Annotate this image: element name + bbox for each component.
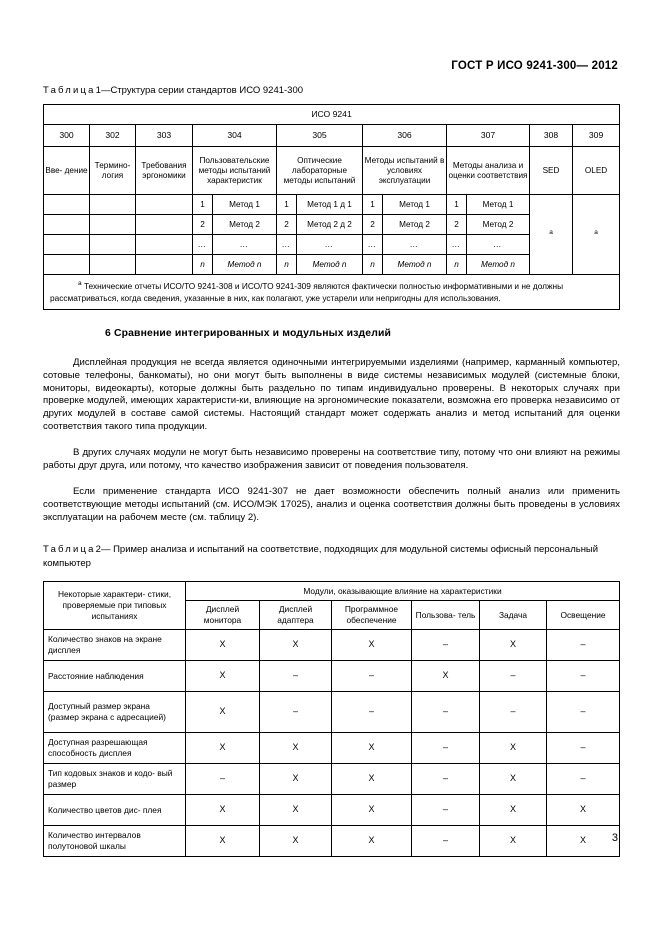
table2-caption	[43, 543, 621, 571]
table2-column-header-task: Задача	[480, 601, 547, 630]
table2-column-header-software: Программное обеспечение	[332, 601, 412, 630]
section-paragraph-1: Дисплейная продукция не всегда является одиночными интегрируемыми изделиями (например, карманный компьютер, сотовые телефоны, банкоматы), но они могут быть выполнены в виде системы независимых модулей (системные блоки, мониторы, видеокарты), которые должны быть раздельно по типам индивидуально проверены. В некоторых случаях при проверке модулей, имеющих характеристи-ки, влияющие на эргономические показатели, возможна его проверка независимо от других модулей в составе самой системы. Настоящий стандарт может содержать анализ и метод испытаний для оценки соответствия такого типа продукции.	[43, 357, 620, 432]
table1-method-name-305: …	[297, 235, 363, 255]
table2-cell-user: X	[412, 661, 480, 692]
table2-caption-label: Таблица	[43, 544, 96, 555]
table2-cell-software: –	[332, 661, 412, 692]
table1-footnote-ref-309	[573, 195, 620, 275]
table1-footnote-row	[44, 275, 620, 310]
table1-method-name-307: …	[467, 235, 530, 255]
table1-method-index-306: 1	[363, 195, 383, 215]
table2-cell-user: –	[412, 630, 480, 661]
table2-cell-display-monitor: X	[186, 692, 260, 733]
table1-part-title-309: OLED	[573, 147, 620, 195]
table1-empty-303	[136, 215, 193, 235]
table1-part-number-308: 308	[530, 125, 573, 147]
table1-part-number-303: 303	[136, 125, 193, 147]
table1-empty-302	[90, 195, 136, 215]
table1-method-name-306: Метод 1	[383, 195, 447, 215]
table1-method-index-306: n	[363, 255, 383, 275]
table2-row	[44, 826, 620, 857]
table2-row-label: Количество цветов дис- плея	[44, 795, 186, 826]
table2-cell-display-adapter: X	[260, 764, 332, 795]
table1-method-name-305: Метод 2 д 2	[297, 215, 363, 235]
table1-group-title: ИСО 9241	[44, 105, 620, 125]
table1-empty-302	[90, 215, 136, 235]
table1-empty-300	[44, 235, 90, 255]
table1-method-index-307: …	[447, 235, 467, 255]
table1-footnote-cell	[44, 275, 620, 310]
page-number: 3	[611, 832, 618, 844]
table1-method-name-304: …	[213, 235, 277, 255]
section-heading-6: 6 Сравнение интегрированных и модульных изделий	[105, 328, 392, 339]
table2-cell-lighting: –	[547, 764, 620, 795]
table2-column-header-characteristics: Некоторые характери- стики, проверяемые при типовых испытаниях	[44, 582, 186, 630]
table2-row-label: Количество знаков на экране дисплея	[44, 630, 186, 661]
table1-caption-label: Таблица	[43, 85, 96, 96]
table2-cell-lighting: –	[547, 733, 620, 764]
table2-row	[44, 764, 620, 795]
table2-row-label: Расстояние наблюдения	[44, 661, 186, 692]
table1-method-name-306: …	[383, 235, 447, 255]
table1-part-title-304: Пользовательские методы испытаний характеристик	[193, 147, 277, 195]
table2-cell-software: X	[332, 733, 412, 764]
table1-empty-303	[136, 235, 193, 255]
table2-cell-display-adapter: X	[260, 826, 332, 857]
table1-method-index-307: 2	[447, 215, 467, 235]
table1-caption-number: 1	[95, 85, 101, 96]
table1-empty-300	[44, 195, 90, 215]
table2-cell-lighting: –	[547, 692, 620, 733]
footnote-superscript-a: a	[78, 280, 82, 287]
table2-row-label: Доступная разрешающая способность дисплея	[44, 733, 186, 764]
table2-cell-software: X	[332, 630, 412, 661]
section-paragraph-2: В других случаях модули не могут быть независимо проверены на соответствие типу, потому что они влияют на режимы работы друг друга, или потому, что качество изображения зависит от поведения пользователя.	[43, 447, 620, 471]
table1-method-row	[44, 195, 620, 215]
table2-cell-display-adapter: X	[260, 630, 332, 661]
table2-cell-display-monitor: X	[186, 630, 260, 661]
table1-method-index-307: n	[447, 255, 467, 275]
table2-header-row-top	[44, 582, 620, 601]
footnote-marker-a-308: a	[549, 228, 553, 236]
section-paragraph-3-container	[43, 486, 620, 524]
table2-row-label: Количество интервалов полутоновой шкалы	[44, 826, 186, 857]
table1-method-index-304: 2	[193, 215, 213, 235]
table1-method-index-306: …	[363, 235, 383, 255]
table1-empty-303	[136, 195, 193, 215]
table2-row-label: Доступный размер экрана (размер экрана с адресацией)	[44, 692, 186, 733]
table2-cell-lighting: –	[547, 630, 620, 661]
table1-method-index-304: 1	[193, 195, 213, 215]
table2-cell-user: –	[412, 764, 480, 795]
table2	[43, 581, 620, 857]
table1-method-name-307: Метод n	[467, 255, 530, 275]
table1-method-name-306: Метод n	[383, 255, 447, 275]
table1-part-title-302: Термино- логия	[90, 147, 136, 195]
table1-part-title-308: SED	[530, 147, 573, 195]
table1-part-title-307: Методы анализа и оценки соответствия	[447, 147, 530, 195]
table2-row	[44, 733, 620, 764]
table2-caption-text: Пример анализа и испытаний на соответствие, подходящих для модульной системы офисный персональный компьютер	[43, 544, 599, 569]
table1-method-index-305: 2	[277, 215, 297, 235]
footnote-marker-a-309: a	[594, 228, 598, 236]
table2-cell-user: –	[412, 826, 480, 857]
table2-cell-task: X	[480, 826, 547, 857]
table1-part-number-305: 305	[277, 125, 363, 147]
table1-method-name-304: Метод n	[213, 255, 277, 275]
table2-cell-software: X	[332, 826, 412, 857]
table1-part-title-306: Методы испытаний в условиях эксплуатации	[363, 147, 447, 195]
table1-method-name-304: Метод 2	[213, 215, 277, 235]
table2-cell-display-adapter: –	[260, 661, 332, 692]
table1-method-name-307: Метод 2	[467, 215, 530, 235]
table2-row	[44, 692, 620, 733]
table1-number-row	[44, 125, 620, 147]
table2-cell-task: –	[480, 692, 547, 733]
table2-cell-task: –	[480, 661, 547, 692]
table1-part-number-306: 306	[363, 125, 447, 147]
table1-part-number-309: 309	[573, 125, 620, 147]
table2-cell-user: –	[412, 795, 480, 826]
table2-cell-task: X	[480, 630, 547, 661]
table1-caption	[43, 84, 618, 98]
table2-cell-lighting: X	[547, 826, 620, 857]
table1-method-index-306: 2	[363, 215, 383, 235]
table1-part-title-303: Требования эргономики	[136, 147, 193, 195]
table1-part-number-304: 304	[193, 125, 277, 147]
table1-container	[43, 104, 619, 310]
table1-method-name-305: Метод n	[297, 255, 363, 275]
table1-caption-text: —Структура серии стандартов ИСО 9241-300	[100, 85, 304, 96]
table1-method-name-306: Метод 2	[383, 215, 447, 235]
table2-row-label: Тип кодовых знаков и кодо- вый размер	[44, 764, 186, 795]
table2-cell-display-monitor: –	[186, 764, 260, 795]
table1-part-number-307: 307	[447, 125, 530, 147]
table2-cell-display-adapter: X	[260, 795, 332, 826]
table2-cell-task: X	[480, 795, 547, 826]
table1-method-name-307: Метод 1	[467, 195, 530, 215]
table1-empty-300	[44, 255, 90, 275]
table1-method-index-307: 1	[447, 195, 467, 215]
table1-empty-303	[136, 255, 193, 275]
table2-column-header-user: Пользова- тель	[412, 601, 480, 630]
table2-container	[43, 581, 619, 857]
table1-method-index-305: 1	[277, 195, 297, 215]
table1-footnote-ref-308	[530, 195, 573, 275]
table1-part-number-302: 302	[90, 125, 136, 147]
table2-cell-lighting: –	[547, 661, 620, 692]
table2-column-header-display-monitor: Дисплей монитора	[186, 601, 260, 630]
table2-cell-display-monitor: X	[186, 661, 260, 692]
table2-caption-number: 2—	[95, 544, 111, 555]
table1	[43, 104, 620, 310]
table1-method-index-304: …	[193, 235, 213, 255]
section-paragraph-1-container	[43, 357, 620, 434]
table2-column-header-display-adapter: Дисплей адаптера	[260, 601, 332, 630]
table1-method-index-305: …	[277, 235, 297, 255]
table2-cell-display-adapter: –	[260, 692, 332, 733]
table2-row	[44, 661, 620, 692]
table2-cell-display-monitor: X	[186, 795, 260, 826]
section-paragraph-2-container	[43, 447, 620, 473]
table2-cell-display-monitor: X	[186, 826, 260, 857]
table2-cell-task: X	[480, 764, 547, 795]
table2-cell-task: X	[480, 733, 547, 764]
table2-cell-user: –	[412, 733, 480, 764]
table1-part-title-300: Вве- дение	[44, 147, 90, 195]
table2-cell-display-monitor: X	[186, 733, 260, 764]
table1-part-title-305: Оптические лабораторные методы испытаний	[277, 147, 363, 195]
table2-cell-software: –	[332, 692, 412, 733]
section-paragraph-3: Если применение стандарта ИСО 9241-307 не дает возможности обеспечить полный анализ или применить соответствующие методы испытаний (см. ИСО/МЭК 17025), анализ и оценка соответствия должны быть проведены в условиях эксплуатации на рабочем месте (см. таблицу 2).	[43, 486, 620, 523]
table1-method-name-305: Метод 1 д 1	[297, 195, 363, 215]
table2-group-header-modules: Модули, оказывающие влияние на характеристики	[186, 582, 620, 601]
table2-cell-display-adapter: X	[260, 733, 332, 764]
table1-empty-300	[44, 215, 90, 235]
document-standard-title: ГОСТ Р ИСО 9241-300— 2012	[451, 60, 618, 72]
table1-footnote-text: Технические отчеты ИСО/ТО 9241-308 и ИСО/ТО 9241-309 являются фактически полностью информативными и не должны рассматриваться, когда сведения, указанные в них, как полагают, уже устарели или непригодны для использования.	[50, 280, 564, 303]
table1-method-index-305: n	[277, 255, 297, 275]
table2-row	[44, 795, 620, 826]
table2-cell-software: X	[332, 764, 412, 795]
table2-cell-software: X	[332, 795, 412, 826]
table1-empty-302	[90, 255, 136, 275]
table2-cell-user: –	[412, 692, 480, 733]
table1-empty-302	[90, 235, 136, 255]
table2-column-header-lighting: Освещение	[547, 601, 620, 630]
table1-method-index-304: n	[193, 255, 213, 275]
table1-method-name-304: Метод 1	[213, 195, 277, 215]
table2-cell-lighting: X	[547, 795, 620, 826]
table2-row	[44, 630, 620, 661]
table1-title-row	[44, 147, 620, 195]
table1-group-header-row	[44, 105, 620, 125]
table1-part-number-300: 300	[44, 125, 90, 147]
